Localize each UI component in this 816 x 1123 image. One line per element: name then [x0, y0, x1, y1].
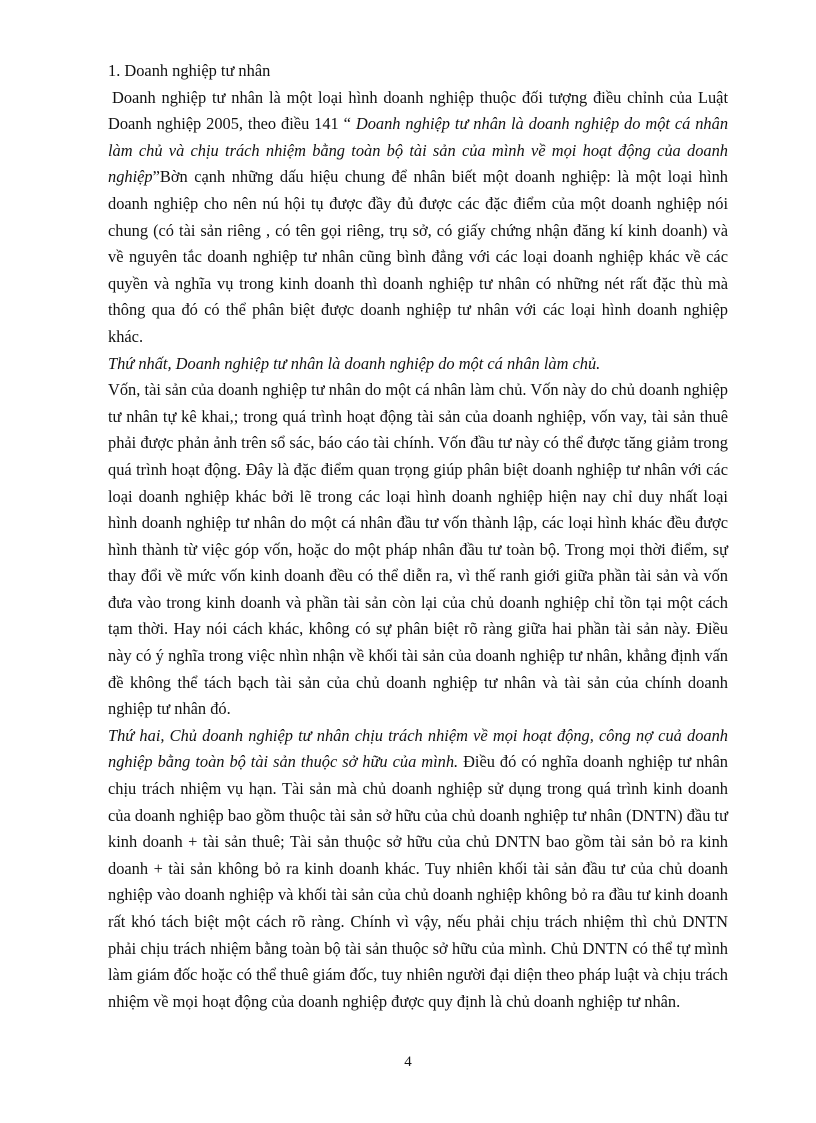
second-point-body: Điều đó có nghĩa doanh nghiệp tư nhân chịu trách nhiệm vụ hạn. Tài sản mà chủ doanh nghiệp sử dụng trong quá trình kinh doanh của doanh nghiệp bao gồm thuộc tài sản sở hữu của chủ doanh nghiệp tư nhân (DNTN) đầu tư kinh doanh + tài sản thuê; Tài sản thuộc sở hữu của chủ DNTN bao gồm tài sản bỏ ra kinh doanh + tài sản không bỏ ra kinh doanh khác. Tuy nhiên khối tài sản đầu tư của chủ doanh nghiệp vào doanh nghiệp và khối tài sản của chủ doanh nghiệp không bỏ ra đầu tư kinh doanh rất khó tách biệt một cách rõ ràng. Chính vì vậy, nếu phải chịu trách nhiệm thì chủ DNTN phải chịu trách nhiệm bằng toàn bộ tài sản thuộc sở hữu của mình. Chủ DNTN có thể tự mình làm giám đốc hoặc có thể thuê giám đốc, tuy nhiên người đại diện theo pháp luật và chịu trách nhiệm về mọi hoạt động của doanh nghiệp được quy định là chủ doanh nghiệp tư nhân. — [108, 752, 728, 1011]
legal-quote: Doanh nghiệp tư nhân là doanh nghiệp do một cá nhân làm chủ và chịu trách nhiệm bằng toàn bộ tài sản của mình về mọi hoạt động của doanh nghiệp — [108, 114, 729, 187]
section-heading: 1. Doanh nghiệp tư nhân — [108, 61, 271, 80]
intro-paragraph — [108, 85, 728, 351]
document-page — [108, 58, 728, 1015]
intro-text: Doanh nghiệp tư nhân là một loại hình doanh nghiệp thuộc đối tượng điều chỉnh của Luật Doanh nghiệp 2005, theo điều 141 “ — [108, 87, 728, 134]
intro-continuation: ”Bờn cạnh những dấu hiệu chung để nhân biết một doanh nghiệp: là một loại hình doanh nghiệp cho nên nú hội tụ được đầy đủ được các đặc điểm của một doanh nghiệp nói chung (có tài sản riêng , có tên gọi riêng, trụ sở, có giấy chứng nhận đăng kí kinh doanh) và về nguyên tắc doanh nghiệp tư nhân cũng bình đẳng với các loại doanh nghiệp khác về các quyền và nghĩa vụ trong kinh doanh thì doanh nghiệp tư nhân có những nét rất đặc thù mà thông qua đó có thể phân biệt được doanh nghiệp tư nhân với các loại hình doanh nghiệp khác. — [108, 167, 728, 346]
page-number: 4 — [404, 1054, 412, 1070]
second-point-paragraph — [108, 723, 728, 1016]
second-point-title: Thứ hai, Chủ doanh nghiệp tư nhân chịu trách nhiệm về mọi hoạt động, công nợ cuả doanh nghiệp bằng toàn bộ tài sản thuộc sở hữu của mình. — [108, 725, 728, 772]
first-point-body: Vốn, tài sản của doanh nghiệp tư nhân do một cá nhân làm chủ. Vốn này do chủ doanh nghiệp tư nhân tự kê khai,; trong quá trình hoạt động tài sản của doanh nghiệp, vốn vay, tài sản thuê phải được phản ảnh trên sổ sác, báo cáo tài chính. Vốn đầu tư này có thể được tăng giảm trong quá trình hoạt động. Đây là đặc điểm quan trọng giúp phân biệt doanh nghiệp tư nhân với các loại doanh nghiệp khác bởi lẽ trong các loại hình doanh nghiệp hiện nay chỉ duy nhất loại hình doanh nghiệp tư nhân do một cá nhân đầu tư vốn thành lập, các loại hình khác đều được hình thành từ việc góp vốn, hoặc do một pháp nhân đầu tư toàn bộ. Trong mọi thời điểm, sự thay đổi về mức vốn kinh doanh đều có thể diễn ra, vì thế ranh giới giữa phần tài sản và vốn đưa vào trong kinh doanh và phần tài sản còn lại của chủ doanh nghiệp chỉ tồn tại một cách tạm thời. Hay nói cách khác, không có sự phân biệt rõ ràng giữa hai phần tài sản này. Điều này có ý nghĩa trong việc nhìn nhận về khối tài sản của doanh nghiệp tư nhân, khẳng định vấn đề không thể tách bạch tài sản của chủ doanh nghiệp tư nhân và tài sản của chính doanh nghiệp tư nhân đó. — [108, 380, 728, 719]
first-point-title: Thứ nhất, Doanh nghiệp tư nhân là doanh nghiệp do một cá nhân làm chủ. — [108, 353, 601, 373]
